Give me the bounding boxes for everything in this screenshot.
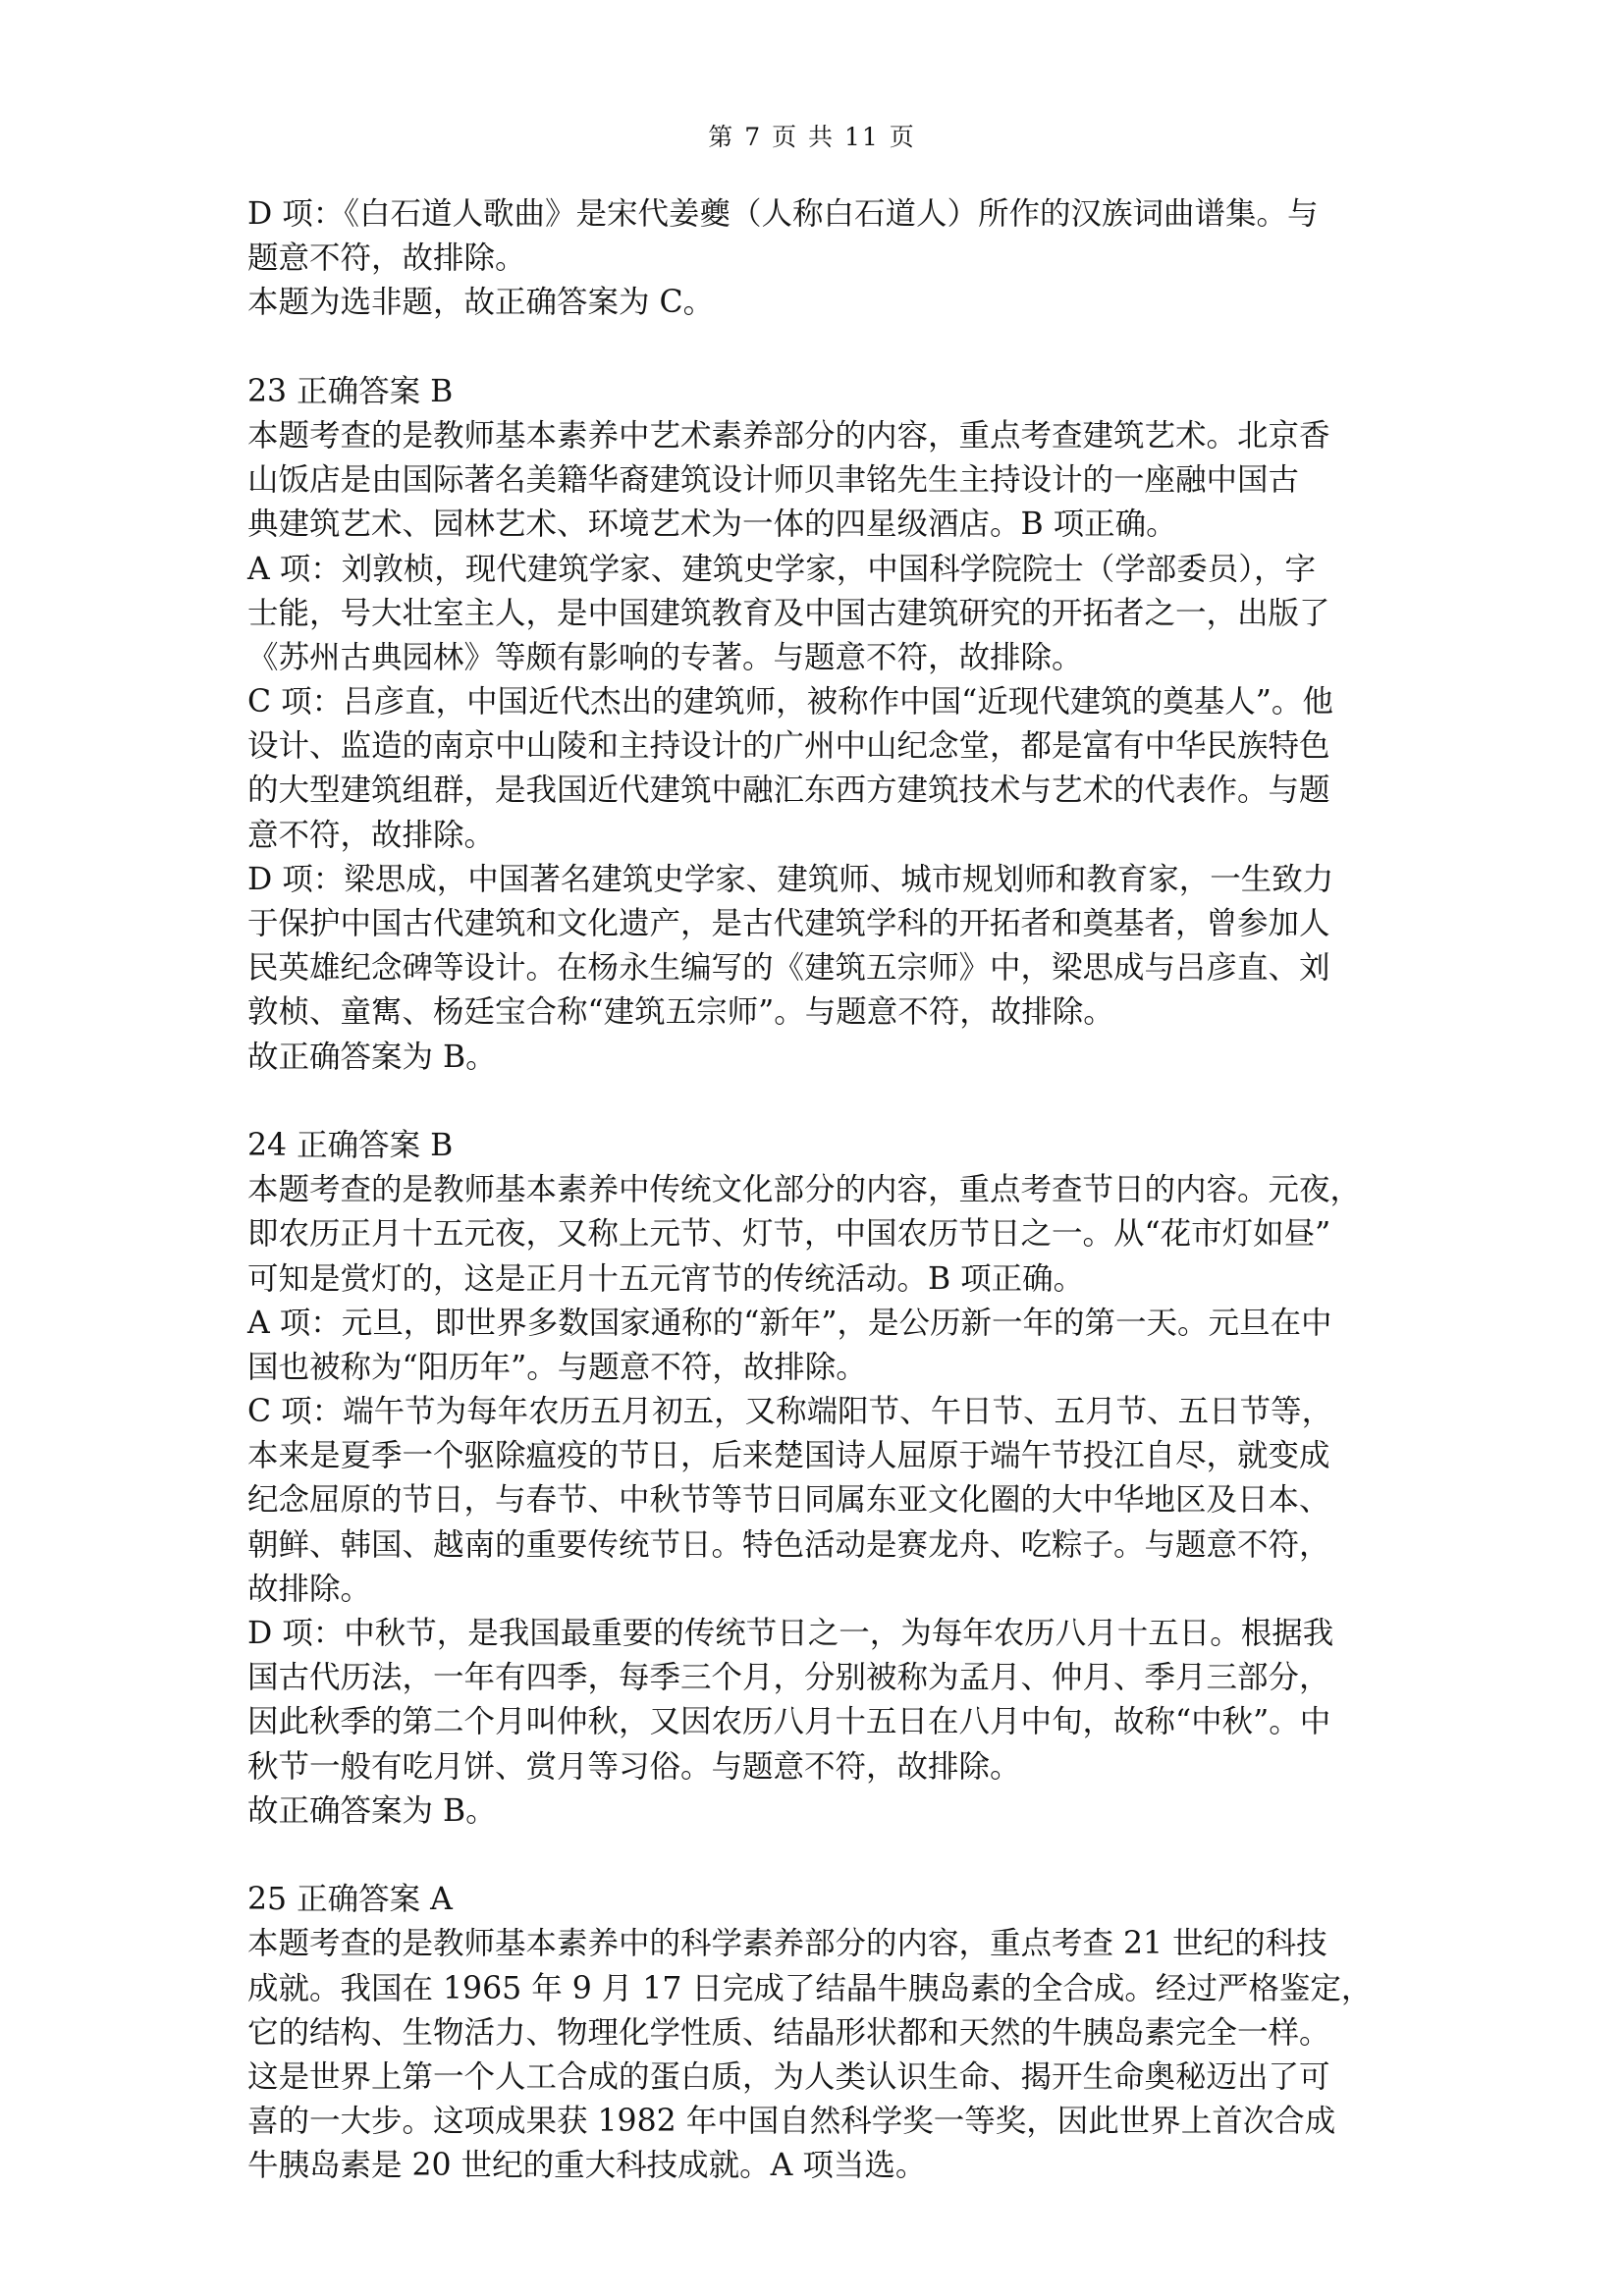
text-line: 本题为选非题，故正确答案为 C。 xyxy=(247,285,715,321)
text-line: 喜的一大步。这项成果获 1982 年中国自然科学奖一等奖，因此世界上首次合成 xyxy=(247,2104,1336,2140)
text-line: 本题考查的是教师基本素养中的科学素养部分的内容，重点考查 21 世纪的科技 xyxy=(247,1926,1327,1962)
text-line: C 项：吕彦直，中国近代杰出的建筑师，被称作中国“近现代建筑的奠基人”。他 xyxy=(247,684,1333,721)
text-line: 题意不符，故排除。 xyxy=(247,240,526,277)
answer-section xyxy=(247,1878,1386,2188)
text-line: 故正确答案为 B。 xyxy=(247,1039,497,1075)
answer-heading: 23 正确答案 B xyxy=(247,373,454,409)
text-line: 民英雄纪念碑等设计。在杨永生编写的《建筑五宗师》中，梁思成与吕彦直、刘 xyxy=(247,950,1330,987)
text-line: 牛胰岛素是 20 世纪的重大科技成就。A 项当选。 xyxy=(247,2148,927,2184)
text-line: 的大型建筑组群，是我国近代建筑中融汇东西方建筑技术与艺术的代表作。与题 xyxy=(247,773,1330,809)
text-line: D 项：《白石道人歌曲》是宋代姜夔（人称白石道人）所作的汉族词曲谱集。与 xyxy=(247,196,1319,232)
text-line: 这是世界上第一个人工合成的蛋白质，为人类认识生命、揭开生命奥秘迈出了可 xyxy=(247,2058,1330,2095)
text-line: 意不符，故排除。 xyxy=(247,817,496,853)
text-line: 它的结构、生物活力、物理化学性质、结晶形状都和天然的牛胰岛素完全一样。 xyxy=(247,2014,1330,2051)
text-line: 本题考查的是教师基本素养中艺术素养部分的内容，重点考查建筑艺术。北京香 xyxy=(247,417,1330,454)
text-line: 成就。我国在 1965 年 9 月 17 日完成了结晶牛胰岛素的全合成。经过严格鉴定， xyxy=(247,1970,1373,2006)
text-line: 故正确答案为 B。 xyxy=(247,1792,497,1829)
answer-heading: 25 正确答案 A xyxy=(247,1882,453,1918)
text-line: 山饭店是由国际著名美籍华裔建筑设计师贝聿铭先生主持设计的一座融中国古 xyxy=(247,462,1300,499)
text-line: 朝鲜、韩国、越南的重要传统节日。特色活动是赛龙舟、吃粽子。与题意不符， xyxy=(247,1526,1330,1563)
text-line: 本题考查的是教师基本素养中传统文化部分的内容，重点考查节日的内容。元夜， xyxy=(247,1172,1362,1208)
document-body xyxy=(247,192,1386,2188)
text-line: 于保护中国古代建筑和文化遗产，是古代建筑学科的开拓者和奠基者，曾参加人 xyxy=(247,906,1330,941)
text-line: 本来是夏季一个驱除瘟疫的节日，后来楚国诗人屈原于端午节投江自尽，就变成 xyxy=(247,1438,1330,1474)
page-header: 第 7 页 共 11 页 xyxy=(708,123,916,151)
text-line: 《苏州古典园林》等颇有影响的专著。与题意不符，故排除。 xyxy=(247,639,1083,675)
text-line: D 项：中秋节，是我国最重要的传统节日之一，为每年农历八月十五日。根据我 xyxy=(247,1616,1334,1651)
section-spacer xyxy=(247,1080,1386,1124)
text-line: 秋节一般有吃月饼、赏月等习俗。与题意不符，故排除。 xyxy=(247,1748,1021,1785)
answer-section xyxy=(247,192,1386,326)
text-line: 国也被称为“阳历年”。与题意不符，故排除。 xyxy=(247,1349,867,1385)
text-line: 因此秋季的第二个月叫仲秋，又因农历八月十五日在八月中旬，故称“中秋”。中 xyxy=(247,1704,1331,1740)
text-line: C 项：端午节为每年农历五月初五，又称端阳节、午日节、五月节、五日节等， xyxy=(247,1394,1333,1430)
text-line: A 项：刘敦桢，现代建筑学家、建筑史学家，中国科学院院士（学部委员），字 xyxy=(247,551,1317,587)
answer-section xyxy=(247,370,1386,1080)
text-line: A 项：元旦，即世界多数国家通称的“新年”，是公历新一年的第一天。元旦在中 xyxy=(247,1305,1332,1341)
answer-heading: 24 正确答案 B xyxy=(247,1127,454,1163)
text-line: 敦桢、童寯、杨廷宝合称“建筑五宗师”。与题意不符，故排除。 xyxy=(247,994,1114,1031)
text-line: 士能，号大壮室主人，是中国建筑教育及中国古建筑研究的开拓者之一，出版了 xyxy=(247,595,1330,631)
text-line: 纪念屈原的节日，与春节、中秋节等节日同属东亚文化圈的大中华地区及日本、 xyxy=(247,1482,1330,1519)
text-line: 故排除。 xyxy=(247,1571,372,1607)
text-line: 典建筑艺术、园林艺术、环境艺术为一体的四星级酒店。B 项正确。 xyxy=(247,507,1177,543)
text-line: 国古代历法，一年有四季，每季三个月，分别被称为孟月、仲月、季月三部分， xyxy=(247,1660,1330,1696)
text-line: 即农历正月十五元夜，又称上元节、灯节，中国农历节日之一。从“花市灯如昼” xyxy=(247,1216,1331,1253)
text-line: 设计、监造的南京中山陵和主持设计的广州中山纪念堂，都是富有中华民族特色 xyxy=(247,728,1330,765)
text-line: 可知是赏灯的，这是正月十五元宵节的传统活动。B 项正确。 xyxy=(247,1260,1085,1297)
text-line: D 项：梁思成，中国著名建筑史学家、建筑师、城市规划师和教育家，一生致力 xyxy=(247,861,1334,897)
section-spacer xyxy=(247,1834,1386,1878)
section-spacer xyxy=(247,326,1386,370)
answer-section xyxy=(247,1124,1386,1834)
